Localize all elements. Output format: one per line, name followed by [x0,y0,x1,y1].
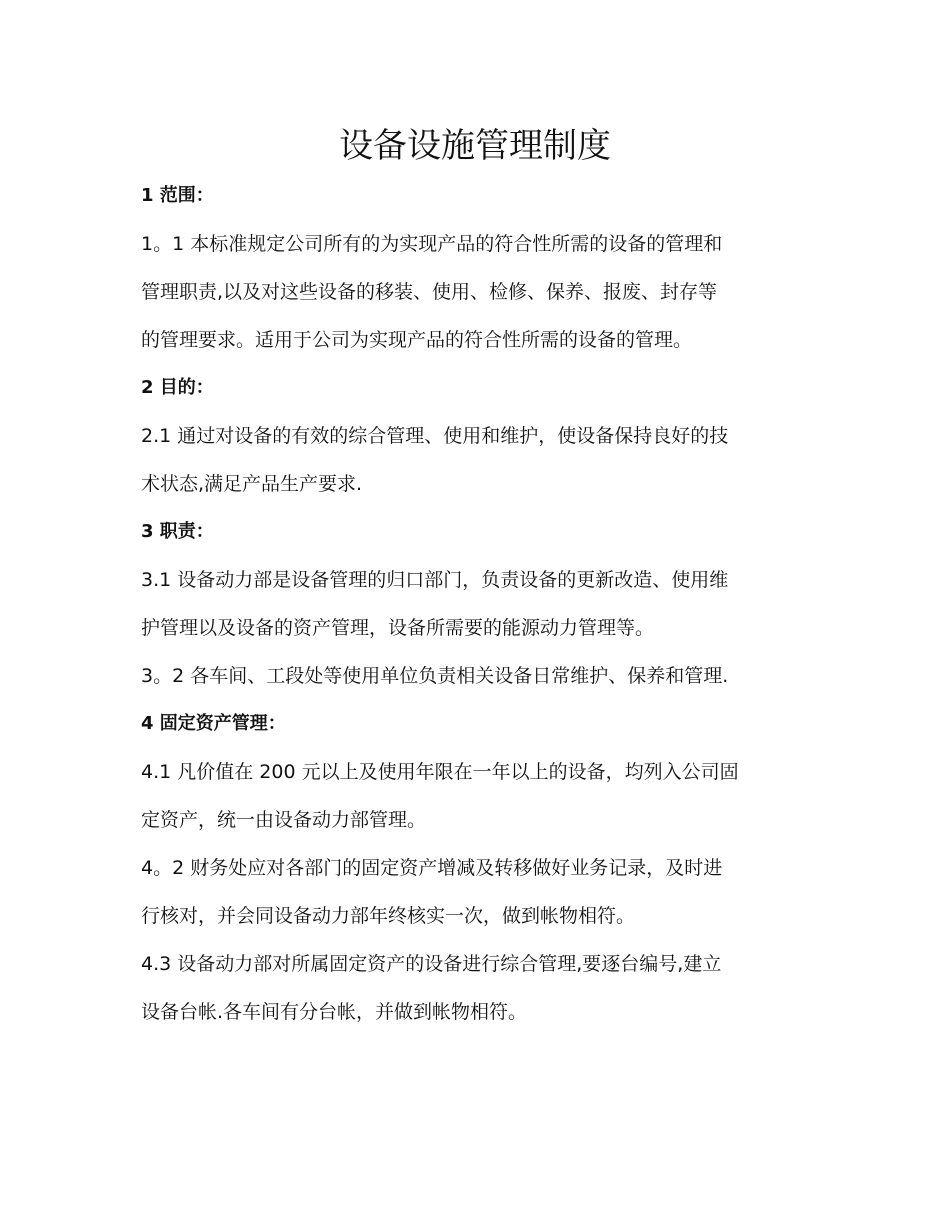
document-body [141,172,809,1036]
section-heading-scope: 1 范围： [141,185,214,206]
paragraph-line: 的管理要求。适用于公司为实现产品的符合性所需的设备的管理。 [141,329,693,351]
paragraph-line: 4。2 财务处应对各部门的固定资产增减及转移做好业务记录，及时进 [141,857,723,879]
paragraph-line: 4.1 凡价值在 200 元以上及使用年限在一年以上的设备，均列入公司固 [141,761,739,783]
paragraph-line: 1。1 本标准规定公司所有的为实现产品的符合性所需的设备的管理和 [141,233,723,255]
section-heading-purpose: 2 目的： [141,377,214,398]
paragraph-line: 4.3 设备动力部对所属固定资产的设备进行综合管理,要逐台编号,建立 [141,953,722,975]
paragraph-line: 行核对，并会同设备动力部年终核实一次，做到帐物相符。 [141,905,636,927]
paragraph-line: 设备台帐.各车间有分台帐，并做到帐物相符。 [141,1001,528,1023]
paragraph-line: 术状态,满足产品生产要求. [141,473,363,495]
paragraph-line: 2.1 通过对设备的有效的综合管理、使用和维护，使设备保持良好的技 [141,425,729,447]
section-heading-fixed-assets: 4 固定资产管理： [141,713,286,734]
paragraph-line: 3。2 各车间、工段处等使用单位负责相关设备日常维护、保养和管理. [141,665,729,687]
paragraph-line: 定资产，统一由设备动力部管理。 [141,809,427,831]
paragraph-line: 护管理以及设备的资产管理，设备所需要的能源动力管理等。 [141,617,655,639]
document-title: 设备设施管理制度 [339,126,611,166]
paragraph-line: 3.1 设备动力部是设备管理的归口部门，负责设备的更新改造、使用维 [141,569,729,591]
paragraph-line: 管理职责,以及对这些设备的移装、使用、检修、保养、报废、封存等 [141,281,718,303]
section-heading-responsibilities: 3 职责： [141,521,214,542]
